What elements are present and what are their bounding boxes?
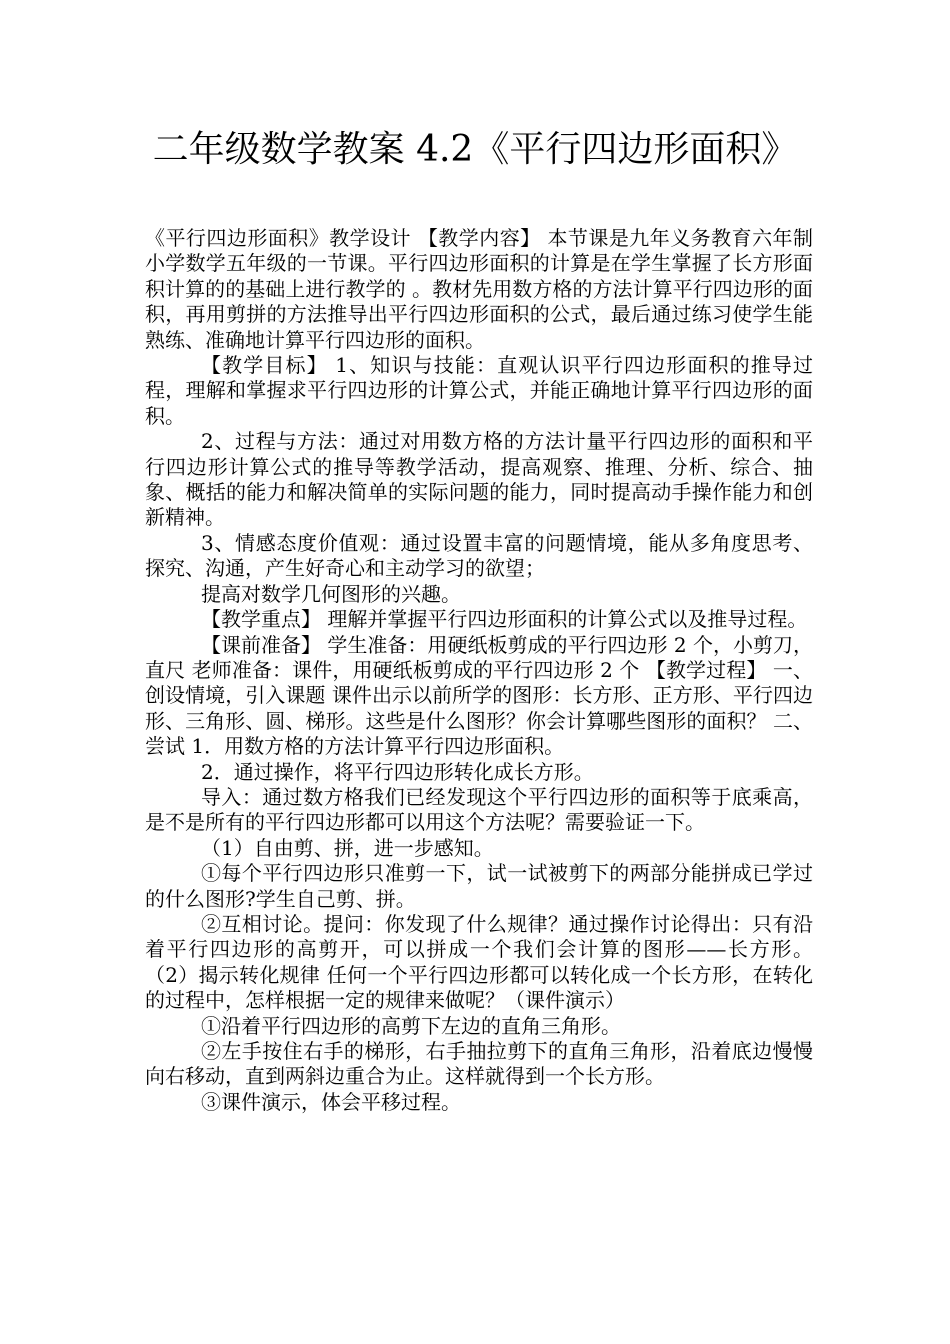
paragraph-attitude: 3、情感态度价值观：通过设置丰富的问题情境，能从多角度思考、探究、沟通，产生好奇心和主动学习的欲望；: [145, 530, 813, 581]
paragraph-item-1: ①每个平行四边形只准剪一下，试一试被剪下的两部分能拼成已学过的什么图形?学生自己剪、拼。: [145, 861, 813, 911]
document-body: [145, 226, 813, 1115]
paragraph-key-points: 【教学重点】 理解并掌握平行四边形面积的计算公式以及推导过程。: [201, 607, 808, 632]
paragraph-preparation: 【课前准备】 学生准备：用硬纸板剪成的平行四边形 2 个，小剪刀，直尺 老师准备：课件，用硬纸板剪成的平行四边形 2 个 【教学过程】 一、创设情境，引入课题 课件出示以前所学的图形：长方形、正方形、平行四边形、三角形、圆、梯形。这些是什么图形？你会计算哪些图形的面积？ 二、尝试 1．用数方格的方法计算平行四边形面积。: [145, 632, 813, 759]
paragraph-demo-3: ③课件演示，体会平移过程。: [201, 1089, 461, 1114]
paragraph-cut-and-join: （1）自由剪、拼，进一步感知。: [201, 835, 494, 860]
paragraph-demo-1: ①沿着平行四边形的高剪下左边的直角三角形。: [201, 1013, 621, 1038]
paragraph-item-2: ②互相讨论。提问：你发现了什么规律？通过操作讨论得出：只有沿着平行四边形的高剪开，可以拼成一个我们会计算的图形——长方形。 （2）揭示转化规律 任何一个平行四边形都可以转化成一个长方形，在转化的过程中，怎样根据一定的规律来做呢？（课件演示）: [145, 911, 813, 1013]
paragraph-step-2: 2．通过操作，将平行四边形转化成长方形。: [201, 759, 594, 784]
paragraph-objectives: 【教学目标】 1、知识与技能：直观认识平行四边形面积的推导过程，理解和掌握求平行四边形的计算公式，并能正确地计算平行四边形的面积。: [145, 353, 813, 428]
paragraph-demo-2: ②左手按住右手的梯形，右手抽拉剪下的直角三角形，沿着底边慢慢向右移动，直到两斜边重合为止。这样就得到一个长方形。: [145, 1039, 813, 1089]
paragraph-introduction: 导入：通过数方格我们已经发现这个平行四边形的面积等于底乘高，是不是所有的平行四边形都可以用这个方法呢？需要验证一下。: [145, 784, 813, 835]
document-title: 二年级数学教案 4.2《平行四边形面积》: [152, 129, 798, 170]
paragraph-interest: 提高对数学几何图形的兴趣。: [201, 581, 461, 606]
paragraph-intro: 《平行四边形面积》教学设计 【教学内容】 本节课是九年义务教育六年制小学数学五年级的一节课。平行四边形面积的计算是在学生掌握了长方形面积计算的的基础上进行教学的 。教材先用数方格的方法计算平行四边形的面积，再用剪拼的方法推导出平行四边形面积的公式，最后通过练习使学生能熟练、准确地计算平行四边形的面积。: [145, 226, 813, 352]
paragraph-process-method: 2、过程与方法：通过对用数方格的方法计量平行四边形的面积和平行四边形计算公式的推导等教学活动，提高观察、推理、分析、综合、抽象、概括的能力和解决简单的实际问题的能力，同时提高动手操作能力和创新精神。: [145, 429, 813, 530]
